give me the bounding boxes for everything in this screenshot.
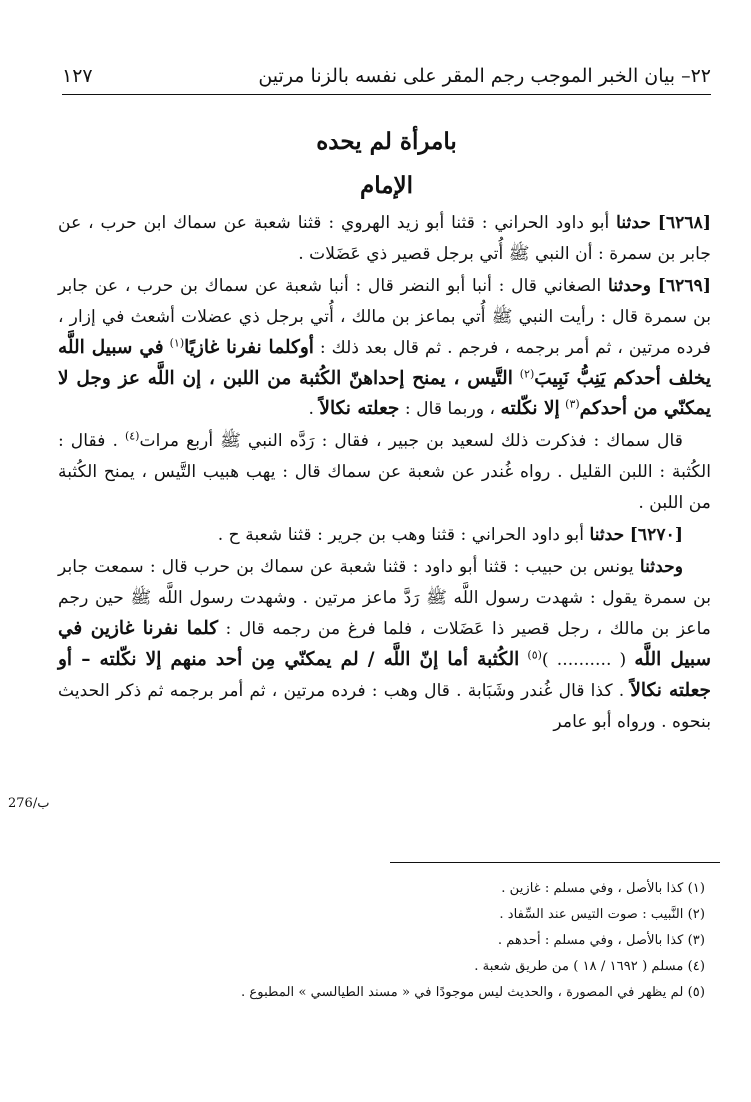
hadith-6268 [58,208,711,270]
hadith-number: [٦٢٧٠] [629,525,683,546]
narration-text: . فقال : الكُثبة : اللبن القليل . رواه غُندر عن شعبة عن سماك قال : يهب هبيب التَّيس ، يمنح الكُثبة من اللبن . [58,431,711,514]
footnote-divider [390,862,720,863]
hadith-6270-continued [58,552,711,737]
prophetic-text: التَّيس ، يمنح إحداهنّ الكُثبة من اللبن ، إن اللَّه عز وجل لا يمكنّي من أحدكم [58,367,711,420]
commentary-paragraph [58,426,711,519]
hadith-6270 [58,520,711,551]
prophetic-text: في سبيل اللَّه يخلف أحدكم يَنِبُّ نَبِيبَ [58,336,711,389]
text-gap: ( .......... ) [541,649,627,670]
footnote-1: (١) كذا بالأصل ، وفي مسلم : غازين . [501,881,705,896]
hadith-6269 [58,271,711,426]
footnote-ref: (٣) [565,397,580,411]
section-heading: بامرأة لم يحده [316,128,457,155]
narration-text: يونس بن حبيب : قثنا أبو داود : قثنا شعبة عن سماك بن حرب قال : سمعت جابر بن سمرة يقول : شهدت رسول اللَّه ﷺ رَدَّ ماعز مرتين . وشهدت رسول اللَّه ﷺ حين رجم ماعز بن مالك ، رجل قصير ذا عَضَلات ، فلما فرغ من رجمه قال : [58,556,712,639]
hadith-number: [٦٢٦٨] [657,213,712,233]
footnote-ref: (٥) [527,647,542,661]
narration-lead: وحدثنا [639,556,684,577]
narration-text: أبو داود الحراني : قثنا وهب بن جرير : قثنا شعبة ح . [217,525,584,546]
chapter-title: ٢٢– بيان الخبر الموجب رجم المقر على نفسه بالزنا مرتين [258,65,711,87]
footnote-5: (٥) لم يظهر في المصورة ، والحديث ليس موجودًا في « مسند الطيالسي » المطبوع . [241,985,705,1000]
narration-lead: حدثنا [616,213,651,233]
narration-text: ، وربما قال : [404,399,496,420]
narration-lead: وحدثنا [607,275,652,296]
prophetic-text: الكُثبة أما إنّ اللَّه / لم يمكنّي مِن أحد منهم إلا نكّلته – أو جعلته نكالاً [58,648,711,701]
prophetic-text: كلما نفرنا غازين في سبيل اللَّه [58,617,712,670]
footnote-ref: (٤) [124,429,140,443]
footnote-ref: (١) [169,335,185,349]
footnote-2: (٢) النَّبيب : صوت التيس عند السِّفاد . [499,907,705,922]
footnote-4: (٤) مسلم ( ١٦٩٢ / ١٨ ) من طريق شعبة . [474,959,705,974]
footnotes [62,876,705,1006]
narration-lead: حدثنا [589,525,625,546]
header-divider [62,94,711,95]
hadith-number: [٦٢٦٩] [657,275,712,296]
running-header [62,58,711,94]
footnote-3: (٣) كذا بالأصل ، وفي مسلم : أحدهم . [497,933,705,948]
prophetic-text: أوكلما نفرنا غازيًا [184,336,314,358]
prophetic-text: إلا نكّلته [500,398,560,420]
manuscript-folio-note: 276/ب [8,796,50,811]
narration-text: قال سماك : فذكرت ذلك لسعيد بن جبير ، فقال : رَدَّه النبي ﷺ أربع مرات [139,431,684,452]
body-text [58,208,711,738]
narration-text: أبو داود الحراني : قثنا أبو زيد الهروي : قثنا شعبة عن سماك ابن حرب ، عن جابر بن سمرة : أن النبي ﷺ أُتي برجل قصير ذي عَضَلات . [58,213,711,264]
narration-text: الصغاني قال : أنبا أبو النضر قال : أنبا شعبة عن سماك بن حرب ، عن جابر بن سمرة قال : رأيت النبي ﷺ أُتي بماعز بن مالك ، أُتي برجل ذي عضلات أشعث في إزار ، فرده مرتين ، ثم أمر برجمه ، فرجم . ثم قال بعد ذلك : [58,275,712,358]
prophetic-text: جعلته نكالاً [319,398,400,420]
narration-text: . [308,399,314,420]
footnote-ref: (٢) [519,366,535,380]
section-subheading: الإمام [359,172,414,199]
narration-text: . كذا قال غُندر وشَبَابة . قال وهب : فرده مرتين ، ثم أمر برجمه ثم ذكر الحديث بنحوه . ورواه أبو عامر [58,680,711,732]
page-number: ١٢٧ [62,65,93,87]
